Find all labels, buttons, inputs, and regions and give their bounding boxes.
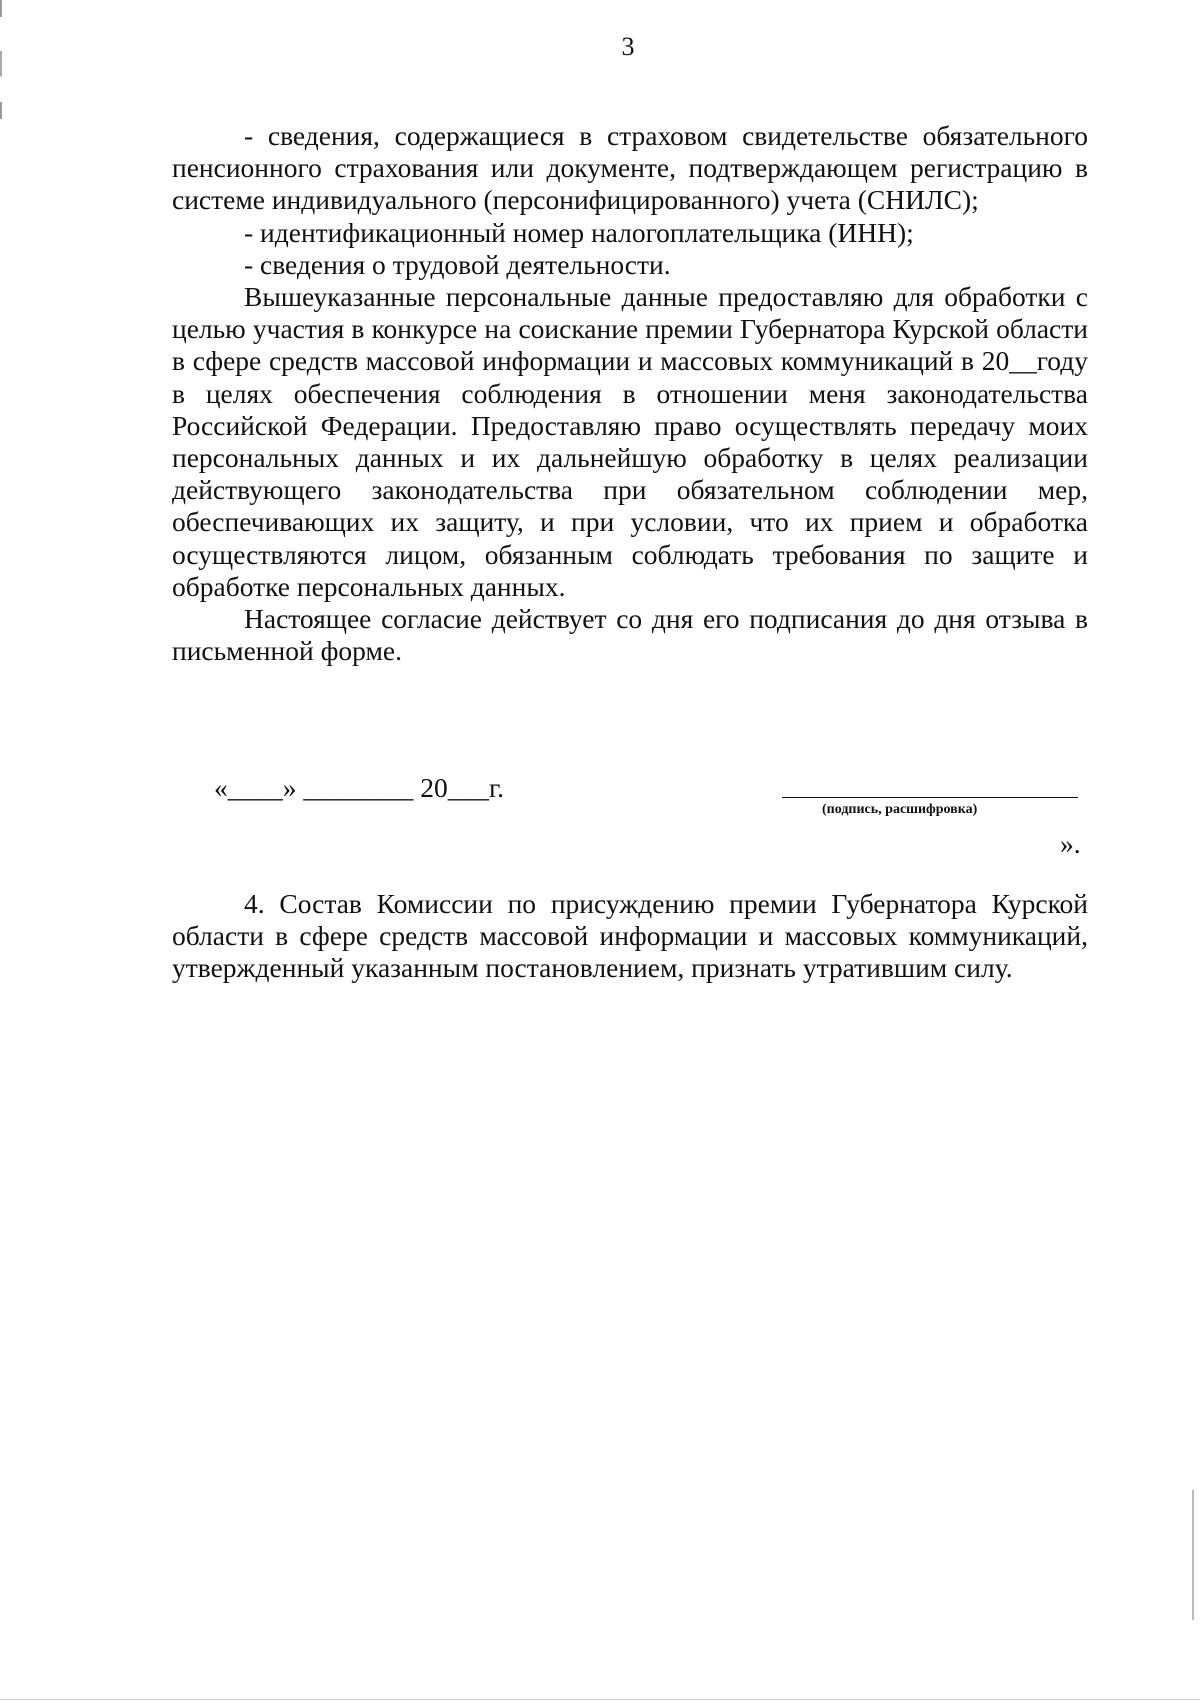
consent-text-block [172,120,1088,667]
scan-edge-mark-left [0,0,2,170]
paragraph-validity: Настоящее согласие действует со дня его подписания до дня отзыва в письменной форме. [172,603,1088,667]
item-4-block [172,888,1088,985]
closing-quote: ». [1060,828,1081,859]
list-item-snils: - сведения, содержащиеся в страховом свидетельстве обязательного пенсионного страхования или документе, подтверждающем регистрацию в системе индивидуального (персонифицированного) учета (СНИЛС); [172,120,1088,216]
scan-bottom-edge [0,1699,1200,1700]
list-item-inn: - идентификационный номер налогоплательщика (ИНН); [244,216,914,248]
item-4-text: 4. Состав Комиссии по присуждению премии Губернатора Курской области в сфере средств массовой информации и массовых коммуникаций, утвержденный указанным постановлением, признать утратившим силу. [172,888,1088,984]
date-line: «____» ________ 20___г. [214,772,505,803]
paragraph-consent: Вышеуказанные персональные данные предоставляю для обработки с целью участия в конкурсе на соискание премии Губернатора Курской области в сфере средств массовой информации и массовых коммуникаций в 20__году в целях обеспечения соблюдения в отношении меня законодательства Российской Федерации. Предоставляю право осуществлять передачу моих персональных данных и их дальнейшую обработку в целях реализации действующего законодательства при обязательном соблюдении мер, обеспечивающих их защиту, и при условии, что их прием и обработка осуществляются лицом, обязанным соблюдать требования по защите и обработке персональных данных. [172,281,1088,602]
page-number: 3 [621,32,635,61]
scan-edge-mark-right [1192,1490,1194,1620]
signature-caption: (подпись, расшифровка) [822,802,978,817]
signature-line [782,797,1078,798]
list-item-employment: - сведения о трудовой деятельности. [244,248,671,280]
